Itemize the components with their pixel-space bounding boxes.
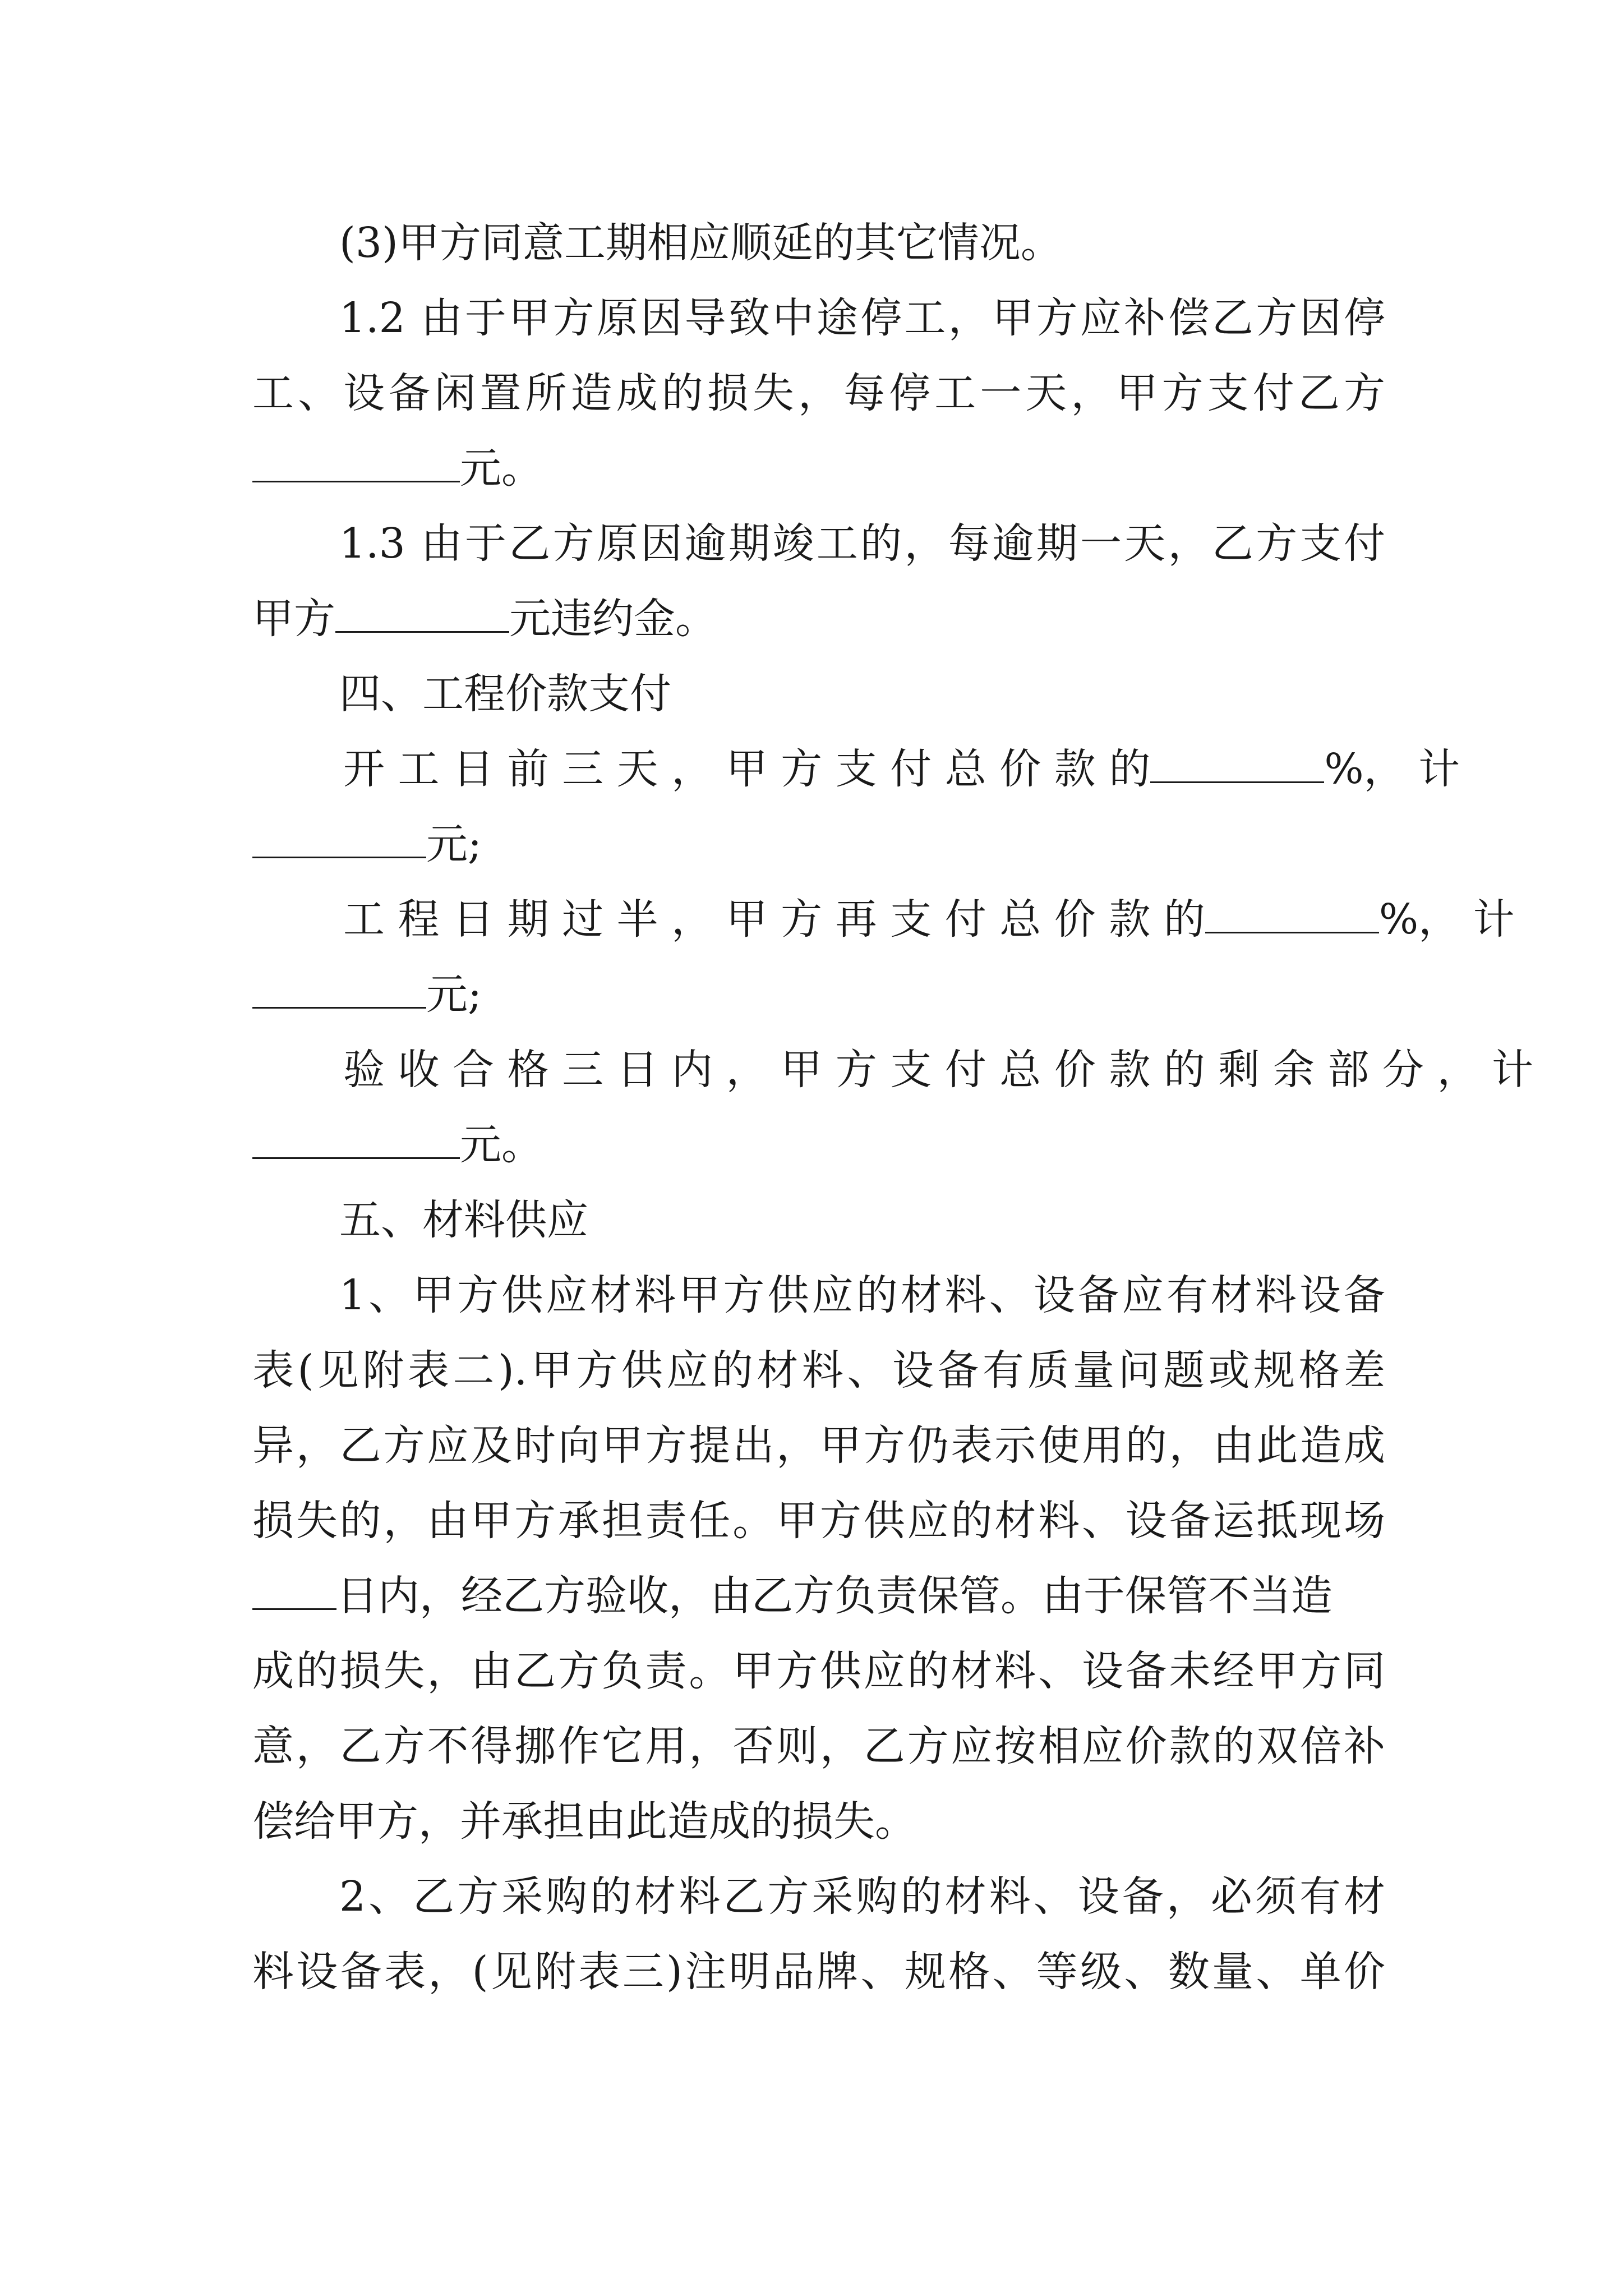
paragraph-line: 意，乙方不得挪作它用，否则，乙方应按相应价款的双倍补 <box>252 1722 1385 1770</box>
paragraph-line: 料设备表，(见附表三)注明品牌、规格、等级、数量、单价 <box>252 1948 1385 1996</box>
fill-in-blank <box>1205 895 1379 933</box>
line-text: 甲方 <box>252 595 335 643</box>
fill-in-blank <box>252 444 460 482</box>
fill-in-blank <box>1150 744 1324 783</box>
paragraph-line: 异，乙方应及时向甲方提出，甲方仍表示使用的，由此造成 <box>252 1421 1385 1470</box>
paragraph-line <box>252 438 543 499</box>
paragraph-line: 1、甲方供应材料甲方供应的材料、设备应有材料设备 <box>339 1271 1385 1319</box>
paragraph-line: 偿给甲方，并承担由此造成的损失。 <box>252 1797 916 1846</box>
paragraph-line: 成的损失，由乙方负责。甲方供应的材料、设备未经甲方同 <box>252 1647 1385 1695</box>
paragraph-line: 2、乙方采购的材料乙方采购的材料、设备，必须有材 <box>339 1872 1385 1921</box>
paragraph-line: 1.3 由于乙方原因逾期竣工的，每逾期一天，乙方支付 <box>339 519 1385 568</box>
line-text: 元; <box>426 820 482 868</box>
paragraph-line <box>252 1114 543 1176</box>
paragraph-line <box>343 889 1515 950</box>
fill-in-blank <box>252 1120 460 1159</box>
paragraph-line <box>252 588 717 650</box>
fill-in-blank <box>252 820 426 858</box>
paragraph-line <box>252 964 482 1025</box>
fill-in-blank <box>252 1571 336 1610</box>
paragraph-line: 验 收 合 格 三 日 内 ， 甲 方 支 付 总 价 款 的 剩 余 部 分 ， 计 <box>343 1046 1533 1094</box>
line-text: 日内，经乙方验收，由乙方负责保管。由于保管不当造 <box>336 1572 1332 1620</box>
line-text: 元违约金。 <box>509 595 717 643</box>
line-text: %， 计 <box>1324 745 1460 793</box>
line-text: 元。 <box>460 444 543 493</box>
fill-in-blank <box>252 970 426 1009</box>
section-heading: 四、工程价款支付 <box>339 670 671 718</box>
paragraph-line <box>252 813 482 875</box>
section-heading: 五、材料供应 <box>339 1196 588 1244</box>
paragraph-line <box>343 738 1460 800</box>
line-text: 开 工 日 前 三 天 ， 甲 方 支 付 总 价 款 的 <box>343 745 1151 793</box>
fill-in-blank <box>335 594 509 633</box>
paragraph-line: 损失的，由甲方承担责任。甲方供应的材料、设备运抵现场 <box>252 1497 1385 1545</box>
line-text: 元。 <box>460 1121 543 1169</box>
paragraph-line: (3)甲方同意工期相应顺延的其它情况。 <box>339 219 1062 267</box>
paragraph-line <box>252 1565 1332 1627</box>
line-text: %， 计 <box>1378 895 1515 944</box>
line-text: 元; <box>426 970 482 1019</box>
paragraph-line: 表(见附表二).甲方供应的材料、设备有质量问题或规格差 <box>252 1346 1385 1395</box>
paragraph-line: 1.2 由于甲方原因导致中途停工，甲方应补偿乙方因停 <box>339 294 1385 342</box>
paragraph-line: 工、设备闲置所造成的损失，每停工一天，甲方支付乙方 <box>252 369 1385 417</box>
line-text: 工 程 日 期 过 半 ， 甲 方 再 支 付 总 价 款 的 <box>343 895 1205 944</box>
